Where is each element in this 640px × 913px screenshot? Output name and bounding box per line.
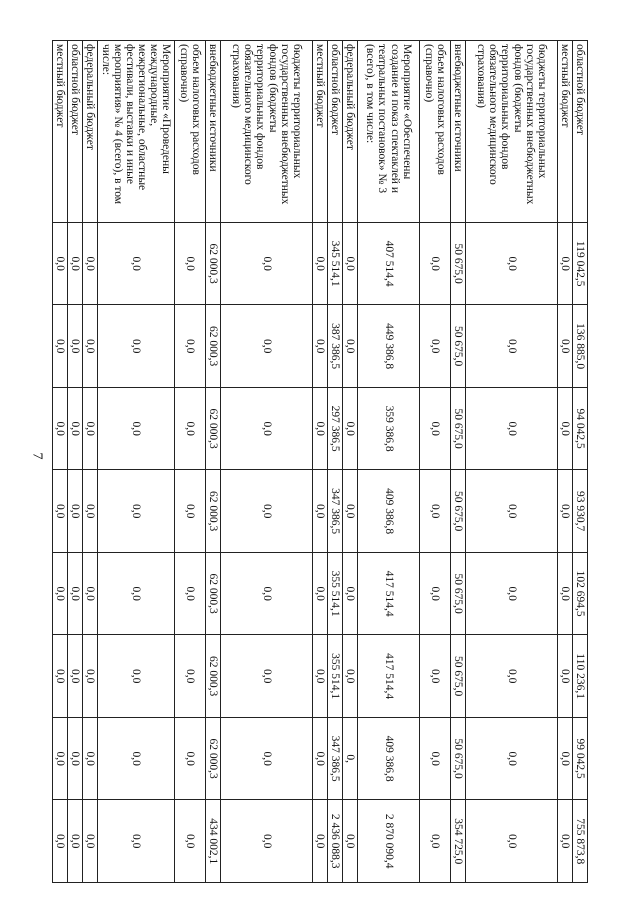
table-row	[175, 41, 206, 883]
value-cell: 0,0	[68, 305, 83, 388]
value-cell: 0,0	[221, 717, 313, 800]
value-cell: 0,0	[558, 635, 573, 718]
row-label: объем налоговых расходов (справочно)	[420, 41, 451, 223]
value-cell: 0,0	[68, 635, 83, 718]
value-cell: 297 386,5	[328, 387, 343, 470]
value-cell: 0,0	[83, 800, 98, 883]
value-cell: 0,0	[420, 552, 451, 635]
row-label: бюджеты территориальных государственных внебюджетных фондов (бюджеты территориальных фондов обязательного медицинского страхования)	[221, 41, 313, 223]
value-cell: 0,0	[221, 635, 313, 718]
value-cell: 62 000,3	[206, 552, 221, 635]
table-row	[206, 41, 221, 883]
value-cell: 0,0	[558, 552, 573, 635]
value-cell: 0,0	[221, 552, 313, 635]
value-cell: 409 386,8	[358, 470, 420, 553]
row-label: федеральный бюджет	[83, 41, 98, 223]
value-cell: 50 675,0	[451, 222, 466, 305]
rotated-table-container	[54, 40, 588, 883]
table-row	[358, 41, 420, 883]
value-cell: 94 042,5	[573, 387, 588, 470]
value-cell: 0,0	[466, 222, 558, 305]
value-cell: 62 000,3	[206, 305, 221, 388]
value-cell: 347 386,5	[328, 717, 343, 800]
value-cell: 0,0	[221, 800, 313, 883]
table-row	[558, 41, 573, 883]
value-cell: 0,0	[98, 387, 175, 470]
value-cell: 0,0	[420, 717, 451, 800]
table-row	[313, 41, 328, 883]
value-cell: 359 386,8	[358, 387, 420, 470]
value-cell: 0,0	[98, 717, 175, 800]
value-cell: 0,0	[420, 470, 451, 553]
value-cell: 0,0	[466, 305, 558, 388]
value-cell: 0,0	[343, 222, 358, 305]
value-cell: 354 725,0	[451, 800, 466, 883]
value-cell: 50 675,0	[451, 552, 466, 635]
value-cell: 0,0	[466, 635, 558, 718]
value-cell: 0,0	[313, 800, 328, 883]
value-cell: 0,0	[343, 635, 358, 718]
value-cell: 110 236,1	[573, 635, 588, 718]
value-cell: 0,0	[175, 717, 206, 800]
value-cell: 0,0	[343, 305, 358, 388]
value-cell: 0,0	[98, 635, 175, 718]
value-cell: 0,0	[175, 387, 206, 470]
budget-table	[52, 40, 588, 883]
value-cell: 50 675,0	[451, 470, 466, 553]
value-cell: 0,0	[68, 800, 83, 883]
value-cell: 50 675,0	[451, 305, 466, 388]
value-cell: 0,0	[53, 552, 68, 635]
value-cell: 0,0	[558, 470, 573, 553]
value-cell: 0,0	[558, 222, 573, 305]
value-cell: 449 386,8	[358, 305, 420, 388]
value-cell: 0,0	[68, 470, 83, 553]
value-cell: 0,0	[175, 470, 206, 553]
value-cell: 0,0	[68, 717, 83, 800]
value-cell: 0,0	[98, 305, 175, 388]
table-row	[221, 41, 313, 883]
row-label: областной бюджет	[328, 41, 343, 223]
value-cell: 2 436 088,3	[328, 800, 343, 883]
value-cell: 355 514,1	[328, 552, 343, 635]
value-cell: 102 694,5	[573, 552, 588, 635]
row-label: объем налоговых расходов (справочно)	[175, 41, 206, 223]
value-cell: 0,0	[466, 387, 558, 470]
table-row	[68, 41, 83, 883]
value-cell: 0,0	[175, 305, 206, 388]
value-cell: 0,0	[313, 470, 328, 553]
value-cell: 0,0	[313, 635, 328, 718]
value-cell: 0,0	[83, 470, 98, 553]
row-label: областной бюджет	[573, 41, 588, 223]
value-cell: 0,0	[83, 222, 98, 305]
value-cell: 345 514,1	[328, 222, 343, 305]
value-cell: 0,0	[466, 717, 558, 800]
row-label: Мероприятие «Обеспечены создание и показ спектаклей и театральных постановок» № 3 (всего), в том числе:	[358, 41, 420, 223]
value-cell: 62 000,3	[206, 717, 221, 800]
value-cell: 0,0	[313, 305, 328, 388]
value-cell: 347 386,5	[328, 470, 343, 553]
value-cell: 0,0	[343, 470, 358, 553]
table-row	[343, 41, 358, 883]
value-cell: 0,0	[420, 387, 451, 470]
value-cell: 0,0	[175, 552, 206, 635]
value-cell: 0,0	[83, 552, 98, 635]
table-row	[573, 41, 588, 883]
value-cell: 0,0	[466, 470, 558, 553]
row-label: местный бюджет	[53, 41, 68, 223]
value-cell: 0,0	[83, 387, 98, 470]
value-cell: 0,0	[221, 470, 313, 553]
value-cell: 755 873,8	[573, 800, 588, 883]
value-cell: 0,	[343, 717, 358, 800]
value-cell: 0,0	[53, 305, 68, 388]
table-row	[53, 41, 68, 883]
value-cell: 0,0	[83, 635, 98, 718]
value-cell: 62 000,3	[206, 387, 221, 470]
value-cell: 417 514,4	[358, 635, 420, 718]
value-cell: 0,0	[53, 387, 68, 470]
row-label: внебюджетные источники	[451, 41, 466, 223]
value-cell: 0,0	[420, 635, 451, 718]
value-cell: 0,0	[558, 717, 573, 800]
value-cell: 50 675,0	[451, 717, 466, 800]
value-cell: 0,0	[53, 635, 68, 718]
value-cell: 0,0	[221, 387, 313, 470]
value-cell: 0,0	[53, 800, 68, 883]
row-label: Мероприятие «Проведены международные, межрегиональные, областные фестивали, выставки и иные мероприятия» № 4 (всего), в том числе:	[98, 41, 175, 223]
value-cell: 0,0	[420, 222, 451, 305]
value-cell: 99 042,5	[573, 717, 588, 800]
value-cell: 409 386,8	[358, 717, 420, 800]
value-cell: 50 675,0	[451, 635, 466, 718]
value-cell: 0,0	[98, 800, 175, 883]
table-row	[98, 41, 175, 883]
value-cell: 0,0	[343, 387, 358, 470]
value-cell: 0,0	[175, 635, 206, 718]
value-cell: 0,0	[53, 222, 68, 305]
value-cell: 0,0	[53, 717, 68, 800]
table-body	[53, 41, 588, 883]
value-cell: 119 042,5	[573, 222, 588, 305]
table-row	[451, 41, 466, 883]
value-cell: 0,0	[98, 222, 175, 305]
row-label: областной бюджет	[68, 41, 83, 223]
value-cell: 0,0	[313, 552, 328, 635]
value-cell: 136 885,0	[573, 305, 588, 388]
value-cell: 0,0	[221, 222, 313, 305]
row-label: федеральный бюджет	[343, 41, 358, 223]
row-label: местный бюджет	[313, 41, 328, 223]
table-row	[466, 41, 558, 883]
value-cell: 0,0	[466, 800, 558, 883]
value-cell: 0,0	[313, 717, 328, 800]
value-cell: 0,0	[98, 470, 175, 553]
value-cell: 0,0	[420, 305, 451, 388]
value-cell: 0,0	[53, 470, 68, 553]
value-cell: 62 000,3	[206, 635, 221, 718]
value-cell: 93 930,7	[573, 470, 588, 553]
value-cell: 0,0	[343, 800, 358, 883]
value-cell: 0,0	[466, 552, 558, 635]
value-cell: 0,0	[83, 305, 98, 388]
value-cell: 2 870 090,4	[358, 800, 420, 883]
table-row	[420, 41, 451, 883]
value-cell: 0,0	[68, 387, 83, 470]
value-cell: 0,0	[420, 800, 451, 883]
row-label: местный бюджет	[558, 41, 573, 223]
value-cell: 355 514,1	[328, 635, 343, 718]
value-cell: 62 000,3	[206, 470, 221, 553]
value-cell: 0,0	[558, 305, 573, 388]
table-row	[328, 41, 343, 883]
value-cell: 0,0	[558, 800, 573, 883]
value-cell: 0,0	[175, 800, 206, 883]
value-cell: 0,0	[83, 717, 98, 800]
value-cell: 62 000,3	[206, 222, 221, 305]
value-cell: 0,0	[175, 222, 206, 305]
value-cell: 50 675,0	[451, 387, 466, 470]
value-cell: 0,0	[221, 305, 313, 388]
value-cell: 0,0	[313, 387, 328, 470]
value-cell: 407 514,4	[358, 222, 420, 305]
value-cell: 0,0	[68, 552, 83, 635]
row-label: бюджеты территориальных государственных внебюджетных фондов (бюджеты территориальных фондов обязательного медицинского страхования)	[466, 41, 558, 223]
page-number: 7	[29, 452, 45, 460]
value-cell: 417 514,4	[358, 552, 420, 635]
value-cell: 0,0	[98, 552, 175, 635]
value-cell: 0,0	[68, 222, 83, 305]
value-cell: 387 386,5	[328, 305, 343, 388]
value-cell: 0,0	[558, 387, 573, 470]
value-cell: 0,0	[343, 552, 358, 635]
value-cell: 434 002,1	[206, 800, 221, 883]
value-cell: 0,0	[313, 222, 328, 305]
table-row	[83, 41, 98, 883]
row-label: внебюджетные источники	[206, 41, 221, 223]
